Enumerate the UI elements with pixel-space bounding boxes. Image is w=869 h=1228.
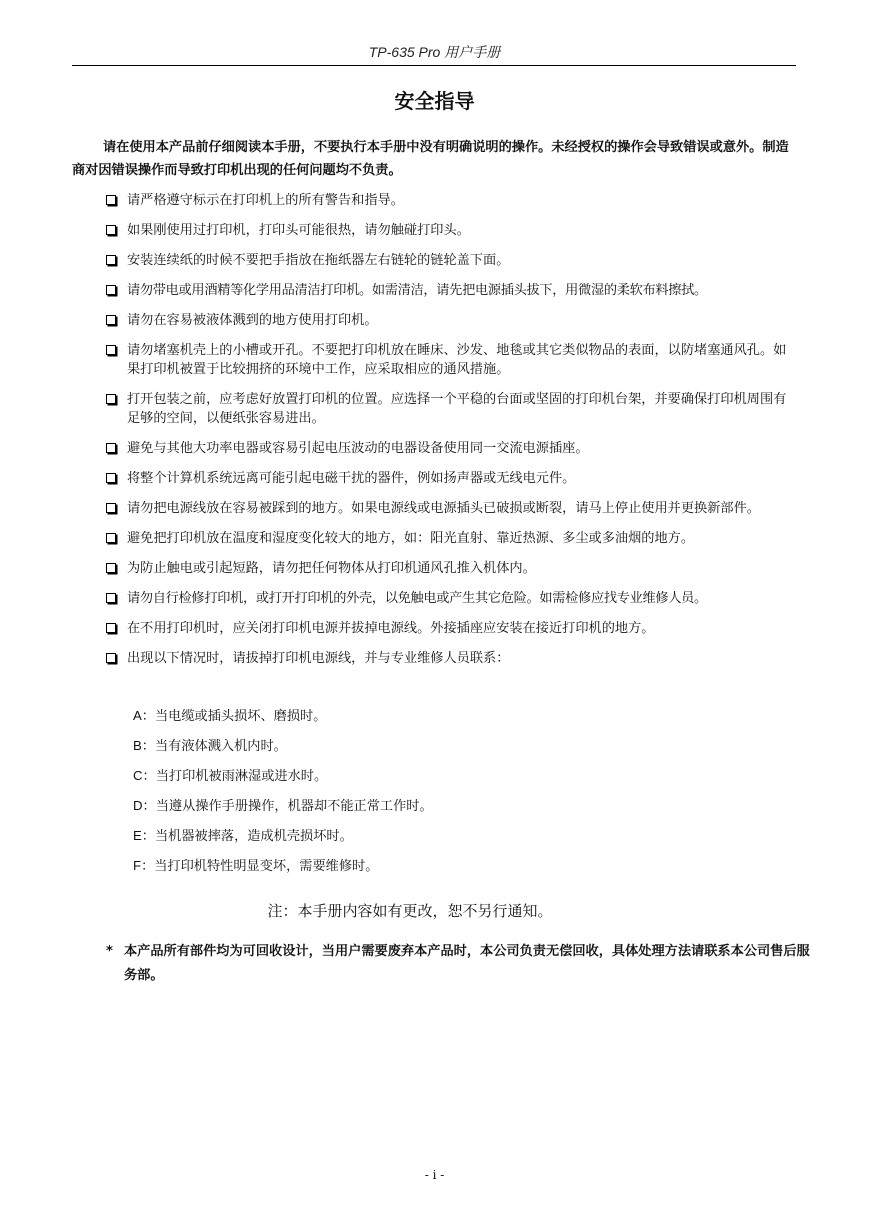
checkbox-bullet-icon: [106, 533, 116, 543]
list-item-text: 请勿把电源线放在容易被踩到的地方。如果电源线或电源插头已破损或断裂，请马上停止使用并更换新部件。: [127, 501, 760, 516]
header-divider: [72, 65, 796, 66]
checkbox-bullet-icon: [106, 443, 116, 453]
list-item-text: 请勿自行检修打印机，或打开打印机的外壳，以免触电或产生其它危险。如需检修应找专业维修人员。: [127, 591, 707, 606]
list-item-text: 如果刚使用过打印机，打印头可能很热，请勿触碰打印头。: [127, 223, 470, 238]
list-item-text: 安装连续纸的时候不要把手指放在拖纸器左右链轮的链轮盖下面。: [127, 253, 510, 268]
sub-list-item: [133, 766, 433, 796]
list-item: [105, 439, 799, 458]
list-item: [105, 529, 799, 548]
list-item-text: 避免把打印机放在温度和湿度变化较大的地方，如：阳光直射、靠近热源、多尘或多油烟的地方。: [127, 531, 695, 546]
list-item-text: 请勿在容易被液体溅到的地方使用打印机。: [127, 313, 378, 328]
checkbox-bullet-icon: [106, 255, 116, 265]
list-item-text: 在不用打印机时，应关闭打印机电源并拔掉电源线。外接插座应安装在接近打印机的地方。: [127, 621, 655, 636]
checkbox-bullet-icon: [106, 345, 116, 355]
list-item: [105, 589, 799, 608]
list-item-text: 请勿堵塞机壳上的小槽或开孔。不要把打印机放在睡床、沙发、地毯或其它类似物品的表面，以防堵塞通风孔。如果打印机被置于比较拥挤的环境中工作，应采取相应的通风措施。: [127, 343, 787, 377]
checkbox-bullet-icon: [106, 225, 116, 235]
sub-item-text: ：当打印机特性明显变坏，需要维修时。: [141, 859, 379, 874]
list-item: [105, 311, 799, 330]
checkbox-bullet-icon: [106, 285, 116, 295]
running-header: TP-635 Pro 用户手册: [368, 44, 501, 60]
list-item: [105, 619, 799, 638]
checkbox-bullet-icon: [106, 593, 116, 603]
checkbox-bullet-icon: [106, 653, 116, 663]
checkbox-bullet-icon: [106, 315, 116, 325]
list-item: [105, 559, 799, 578]
sub-item-text: ：当打印机被雨淋湿或进水时。: [142, 769, 328, 784]
list-item: [105, 649, 799, 668]
list-item-text: 避免与其他大功率电器或容易引起电压波动的电器设备使用同一交流电源插座。: [127, 441, 589, 456]
checkbox-bullet-icon: [106, 503, 116, 513]
list-item: [105, 191, 799, 210]
list-item-text: 将整个计算机系统远离可能引起电磁干扰的器件，例如扬声器或无线电元件。: [127, 471, 576, 486]
checkbox-bullet-icon: [106, 394, 116, 404]
safety-list: [105, 191, 799, 679]
recycle-notice: [106, 940, 816, 988]
asterisk-icon: *: [106, 944, 113, 959]
sub-list-item: [133, 796, 433, 826]
sub-item-letter: D: [133, 798, 143, 813]
page-title: 安全指导: [394, 89, 475, 113]
list-item-text: 请勿带电或用酒精等化学用品清洁打印机。如需清洁，请先把电源插头拔下，用微湿的柔软布料擦拭。: [127, 283, 707, 298]
list-item-text: 出现以下情况时，请拔掉打印机电源线，并与专业维修人员联系：: [127, 651, 510, 666]
sub-list-item: [133, 856, 433, 886]
sub-item-text: ：当电缆或插头损坏、磨损时。: [141, 709, 327, 724]
list-item: [105, 251, 799, 270]
list-item-text: 请严格遵守标示在打印机上的所有警告和指导。: [127, 193, 404, 208]
sub-list-item: [133, 826, 433, 856]
list-item: [105, 469, 799, 488]
sub-item-text: ：当遵从操作手册操作，机器却不能正常工作时。: [142, 799, 433, 814]
change-notice: 注：本手册内容如有更改，恕不另行通知。: [267, 902, 553, 920]
sub-item-letter: B: [133, 738, 142, 753]
recycle-notice-text: 本产品所有部件均为可回收设计，当用户需要废弃本产品时，本公司负责无偿回收，具体处理方法请联系本公司售后服务部。: [124, 944, 810, 983]
sub-item-text: ：当有液体溅入机内时。: [141, 739, 287, 754]
sub-item-text: ：当机器被摔落，造成机壳损坏时。: [141, 829, 353, 844]
sub-item-letter: C: [133, 768, 143, 783]
intro-paragraph: 请在使用本产品前仔细阅读本手册，不要执行本手册中没有明确说明的操作。未经授权的操作会导致错误或意外。制造商对因错误操作而导致打印机出现的任何问题均不负责。: [72, 140, 789, 178]
checkbox-bullet-icon: [106, 623, 116, 633]
list-item: [105, 281, 799, 300]
list-item-text: 为防止触电或引起短路，请勿把任何物体从打印机通风孔推入机体内。: [127, 561, 536, 576]
list-item: [105, 221, 799, 240]
sub-condition-list: [133, 706, 433, 886]
sub-list-item: [133, 736, 433, 766]
checkbox-bullet-icon: [106, 195, 116, 205]
checkbox-bullet-icon: [106, 563, 116, 573]
list-item-text: 打开包装之前，应考虑好放置打印机的位置。应选择一个平稳的台面或坚固的打印机台架，并要确保打印机周围有足够的空间，以便纸张容易进出。: [127, 392, 787, 426]
page-number: - i -: [424, 1168, 445, 1182]
list-item: [105, 499, 799, 518]
sub-item-letter: F: [133, 858, 142, 873]
checkbox-bullet-icon: [106, 473, 116, 483]
sub-list-item: [133, 706, 433, 736]
sub-item-letter: A: [133, 708, 142, 723]
list-item: [105, 390, 799, 428]
list-item: [105, 341, 799, 379]
sub-item-letter: E: [133, 828, 142, 843]
